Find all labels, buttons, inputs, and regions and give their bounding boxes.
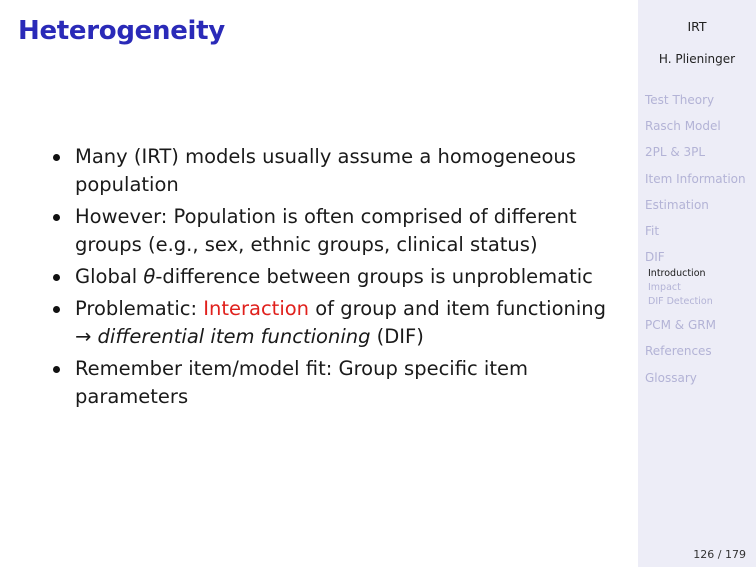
slide-title: Heterogeneity <box>18 16 225 46</box>
bullet-text: Many (IRT) models usually assume a homogeneous population <box>75 145 576 196</box>
bullet-dot-icon <box>53 366 60 373</box>
presentation-title[interactable]: IRT <box>687 19 707 34</box>
nav-estimation[interactable]: Estimation <box>645 197 709 212</box>
bullet-item <box>53 295 613 351</box>
author-name[interactable]: H. Plieninger <box>658 52 736 66</box>
nav-rasch-model[interactable]: Rasch Model <box>645 119 721 134</box>
section-nav <box>645 92 755 396</box>
nav-references[interactable]: References <box>645 344 712 359</box>
page-number: 126 / 179 <box>693 548 746 561</box>
bullet-list <box>53 143 613 415</box>
nav-test-theory[interactable]: Test Theory <box>645 93 715 107</box>
nav-item-information[interactable]: Item Information <box>645 171 746 186</box>
bullet-dot-icon <box>53 214 60 221</box>
bullet-text-after: of group and item functioning <box>309 297 607 320</box>
bullet-text: Remember item/model fit: Group specific item parameters <box>75 357 528 408</box>
nav-2pl-3pl[interactable]: 2PL & 3PL <box>645 145 706 160</box>
bullet-item <box>53 355 613 411</box>
nav-dif[interactable]: DIF <box>645 250 665 265</box>
bullet-item <box>53 143 613 199</box>
bullet-text-before: Global <box>75 265 144 288</box>
nav-fit[interactable]: Fit <box>645 223 660 238</box>
bullet-text-tail: (DIF) <box>370 325 424 348</box>
bullet-dot-icon <box>53 274 60 281</box>
bullet-text: However: Population is often comprised of different groups (e.g., sex, ethnic groups, clinical status) <box>75 205 577 256</box>
bullet-dot-icon <box>53 154 60 161</box>
nav-glossary[interactable]: Glossary <box>645 370 697 385</box>
sidebar <box>638 0 756 567</box>
bullet-item <box>53 203 613 259</box>
bullet-text-before: Problematic: <box>75 297 204 320</box>
bullet-dot-icon <box>53 306 60 313</box>
nav-pcm-grm[interactable]: PCM & GRM <box>645 318 716 333</box>
arrow-symbol: → <box>75 325 98 348</box>
bullet-item <box>53 263 613 291</box>
nav-sub-dif-detection[interactable]: DIF Detection <box>648 296 713 308</box>
bullet-text-after: -difference between groups is unproblematic <box>155 265 593 288</box>
highlight-text: Interaction <box>203 297 310 320</box>
nav-sub-introduction[interactable]: Introduction <box>648 268 706 280</box>
italic-term: differential item functioning <box>97 325 371 348</box>
nav-sub-impact[interactable]: Impact <box>648 282 681 294</box>
theta-symbol: θ <box>143 265 156 288</box>
